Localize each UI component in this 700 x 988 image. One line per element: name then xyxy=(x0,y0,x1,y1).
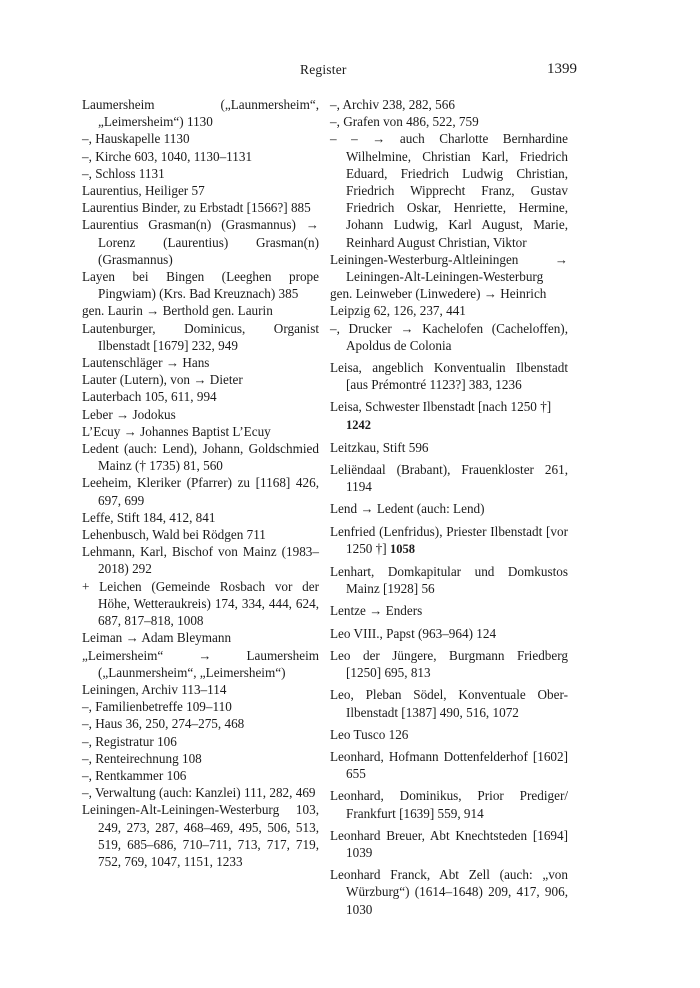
index-entry: Leiningen-Westerburg-Altleiningen → Leiningen-Alt-Leiningen-Westerburg xyxy=(330,251,568,285)
index-entry: Leo Tusco 126 xyxy=(330,726,409,742)
index-entry: –, Rentkammer 106 xyxy=(82,767,187,783)
index-entry: –, Schloss 1131 xyxy=(82,165,165,181)
index-entry: Laurentius Grasman(n) (Grasmannus) → Lorenz (Laurentius) Grasman(n) (Grasmannus) xyxy=(82,217,319,267)
index-entry: –, Drucker → Kachelofen (Cacheloffen), Apoldus de Colonia xyxy=(330,320,568,353)
entry-bold-page: 1242 xyxy=(346,417,371,432)
index-entry: Laurentius, Heiliger 57 xyxy=(82,183,205,199)
index-entry: –, Kirche 603, 1040, 1130–1131 xyxy=(82,148,253,164)
index-entry: Leipzig 62, 126, 237, 441 xyxy=(330,303,466,319)
index-entry: Lenhart, Domkapitular und Domkustos Mainz [1928] 56 xyxy=(330,564,568,597)
index-entry: Leliëndaal (Brabant), Frauenkloster 261, 1194 xyxy=(330,462,568,495)
index-entry: Leber → Jodokus xyxy=(82,406,176,422)
index-column-right xyxy=(330,96,568,918)
index-entry: Leonhard, Dominikus, Prior Prediger/ Frankfurt [1639] 559, 914 xyxy=(330,788,568,821)
index-column-left xyxy=(82,96,319,870)
index-entry: Lautenburger, Dominicus, Organist Ilbenstadt [1679] 232, 949 xyxy=(82,320,319,353)
index-entry: Lauterbach 105, 611, 994 xyxy=(82,389,217,405)
page-header xyxy=(0,62,700,82)
index-entry: Lend → Ledent (auch: Lend) xyxy=(330,501,485,517)
index-entry: –, Renteirechnung 108 xyxy=(82,750,202,766)
index-entry: „Leimersheim“ → Laumersheim („Launmersheim“, „Leimersheim“) xyxy=(82,647,319,680)
index-entry: Leffe, Stift 184, 412, 841 xyxy=(82,509,216,525)
index-entry xyxy=(330,398,568,433)
index-entry: Leeheim, Kleriker (Pfarrer) zu [1168] 426, 697, 699 xyxy=(82,475,319,508)
index-entry: Leonhard Breuer, Abt Knechtsteden [1694] 1039 xyxy=(330,827,568,860)
index-entry: –, Grafen von 486, 522, 759 xyxy=(330,114,479,130)
index-entry: Leo der Jüngere, Burgmann Friedberg [1250] 695, 813 xyxy=(330,647,568,681)
index-entry: Leiningen, Archiv 113–114 xyxy=(82,681,227,697)
index-entry: Lauter (Lutern), von → Dieter xyxy=(82,372,243,388)
index-entry: –, Verwaltung (auch: Kanzlei) 111, 282, 469 xyxy=(82,785,316,801)
index-entry: Leisa, angeblich Konventualin Ilbenstadt [aus Prémontré 1123?] 383, 1236 xyxy=(330,360,568,393)
index-entry: + Leichen (Gemeinde Rosbach vor der Höhe, Wetteraukreis) 174, 334, 444, 624, 687, 817–818, 1008 xyxy=(82,578,319,629)
running-title: Register xyxy=(300,62,347,77)
index-entry: – – → auch Charlotte Bernhardine Wilhelmine, Christian Karl, Friedrich Eduard, Friedrich Ludwig Christian, Friedrich Wipprecht Franz, Gustav Friedrich Oskar, Henriette, Hermine, Johann Ludwig, Karl August, Marie, Reinhard August Christian, Viktor xyxy=(330,131,568,250)
index-entry: –, Archiv 238, 282, 566 xyxy=(330,97,455,112)
index-entry: Lentze → Enders xyxy=(330,603,423,619)
index-entry: Lehmann, Karl, Bischof von Mainz (1983–2018) 292 xyxy=(82,544,319,577)
index-entry: Leitzkau, Stift 596 xyxy=(330,439,429,455)
index-entry: Laurentius Binder, zu Erbstadt [1566?] 885 xyxy=(82,200,311,216)
index-entry xyxy=(330,523,568,558)
index-entry: Layen bei Bingen (Leeghen prope Pingwiam) (Krs. Bad Kreuznach) 385 xyxy=(82,269,319,302)
index-entry: Ledent (auch: Lend), Johann, Goldschmied Mainz († 1735) 81, 560 xyxy=(82,441,319,474)
entry-bold-page: 1058 xyxy=(389,541,415,556)
index-entry: –, Familienbetreffe 109–110 xyxy=(82,699,232,715)
index-entry: Lehenbusch, Wald bei Rödgen 711 xyxy=(82,527,266,543)
index-entry: gen. Leinweber (Linwedere) → Heinrich xyxy=(330,286,547,302)
index-entry: –, Registratur 106 xyxy=(82,733,177,749)
index-entry: Leiman → Adam Bleymann xyxy=(82,630,232,646)
index-entry: gen. Laurin → Berthold gen. Laurin xyxy=(82,303,273,319)
entry-text: Lenfried (Lenfridus), Priester Ilbenstadt [vor 1250 †] xyxy=(330,523,568,556)
index-entry: –, Hauskapelle 1130 xyxy=(82,131,190,147)
index-entry: Leo VIII., Papst (963–964) 124 xyxy=(330,625,497,641)
index-entry: Leiningen-Alt-Leiningen-Westerburg 103, 249, 273, 287, 468–469, 495, 506, 513, 519, 685–686, 710–711, 713, 717, 719, 752, 769, 1047, 1151, 1233 xyxy=(82,802,319,869)
index-entry: –, Haus 36, 250, 274–275, 468 xyxy=(82,716,245,732)
page-number: 1399 xyxy=(547,61,577,77)
entry-text: Leisa, Schwester Ilbenstadt [nach 1250 †] xyxy=(330,399,552,415)
index-entry: L’Ecuy → Johannes Baptist L’Ecuy xyxy=(82,423,271,439)
index-entry: Leonhard, Hofmann Dottenfelderhof [1602] 655 xyxy=(330,748,568,782)
index-entry: Leonhard Franck, Abt Zell (auch: „von Würzburg“) (1614–1648) 209, 417, 906, 1030 xyxy=(330,867,568,917)
index-entry: Lautenschläger → Hans xyxy=(82,355,210,371)
index-entry: Leo, Pleban Södel, Konventuale Ober-Ilbenstadt [1387] 490, 516, 1072 xyxy=(330,687,568,720)
index-entry: Laumersheim („Launmersheim“, „Leimersheim“) 1130 xyxy=(82,97,319,130)
